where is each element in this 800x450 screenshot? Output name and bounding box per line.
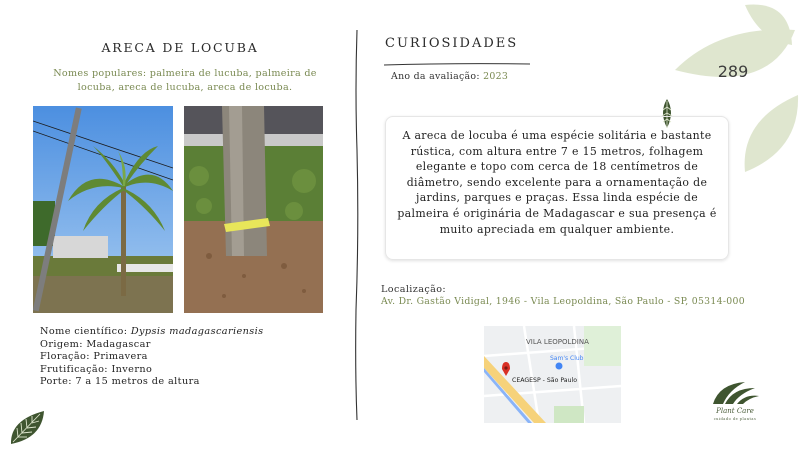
palm-trunk-photo xyxy=(184,106,323,313)
popular-names: Nomes populares: palmeira de lucuba, palmeira de locuba, areca de lucuba, areca de locuba. xyxy=(53,68,317,93)
description-text: A areca de locuba é uma espécie solitária e bastante rústica, com altura entre 7 e 15 metros, folhagem elegante e topo com cerca de 18 centímetros de diâmetro, sendo excelente para a ornamentação de jardins, parques e praças. Essa linda espécie de palmeira é originária de Madagascar e sua presença é muito apreciada em qualquer ambiente. xyxy=(397,129,717,236)
leaf-icon xyxy=(8,408,48,446)
map-marker-label: CEAGESP - São Paulo xyxy=(512,377,578,384)
origin: Origem: Madagascar xyxy=(40,338,151,350)
location-label: Localização: xyxy=(381,284,447,295)
page-number: 289 xyxy=(717,62,749,81)
map-poi: Sam's Club xyxy=(550,355,584,362)
title-underline xyxy=(384,53,530,59)
location-map[interactable] xyxy=(484,326,621,423)
logo-name: Plant Care xyxy=(716,407,754,415)
species-facts xyxy=(40,326,263,389)
fruiting: Frutificação: Inverno xyxy=(40,363,153,375)
scientific-name: Nome científico: Dypsis madagascariensis xyxy=(40,326,264,337)
divider xyxy=(354,30,360,420)
species-title: ARECA DE LOCUBA xyxy=(101,40,259,55)
decorative-leaves xyxy=(670,0,800,180)
palm-tree-photo xyxy=(33,106,173,313)
map-district: VILA LEOPOLDINA xyxy=(526,338,589,346)
location-address: Av. Dr. Gastão Vidigal, 1946 - Vila Leopoldina, São Paulo - SP, 05314-000 xyxy=(381,296,745,307)
flowering: Floração: Primavera xyxy=(40,351,148,362)
logo-tagline: cuidado de plantas xyxy=(713,417,757,421)
curiosities-title: CURIOSIDADES xyxy=(385,36,519,51)
size: Porte: 7 a 15 metros de altura xyxy=(40,376,200,387)
evaluation-year: Ano da avaliação: 2023 xyxy=(391,71,509,82)
